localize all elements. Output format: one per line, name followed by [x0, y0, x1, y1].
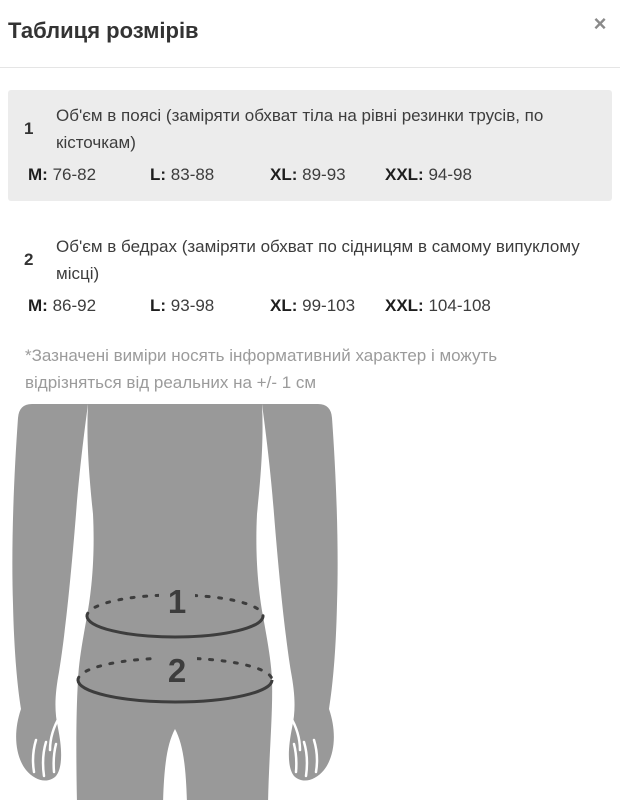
modal-header: [0, 0, 620, 68]
size-cell-xl: [270, 295, 385, 316]
size-label: L:: [150, 296, 167, 315]
size-row-waist: [8, 90, 612, 201]
hips-measure-label: 2: [167, 652, 187, 689]
size-label: XXL:: [385, 296, 424, 315]
measure-number: 2: [24, 250, 34, 269]
size-label: XXL:: [385, 165, 424, 184]
sizes-grid: [18, 295, 596, 316]
size-value: 99-103: [302, 296, 356, 315]
sizes-grid: [18, 164, 596, 185]
size-value: 89-93: [302, 165, 346, 184]
size-row-hips: [8, 225, 612, 324]
measure-description: Об'єм в поясі (заміряти обхват тіла на рівні резинки трусів, по кісточкам): [56, 106, 544, 152]
waist-measure-label: 1: [167, 583, 187, 620]
size-value: 94-98: [428, 165, 472, 184]
size-value: 93-98: [170, 296, 215, 315]
size-cell-xxl: [385, 295, 596, 316]
size-label: L:: [150, 165, 167, 184]
size-cell-xxl: [385, 164, 596, 185]
measure-number: 1: [24, 119, 34, 138]
size-cell-l: [150, 164, 270, 185]
size-label: XL:: [270, 296, 298, 315]
size-value: 83-88: [170, 165, 215, 184]
size-label: M:: [28, 165, 48, 184]
size-label: M:: [28, 296, 48, 315]
measure-description: Об'єм в бедрах (заміряти обхват по сідницям в самому випуклому місці): [56, 237, 580, 283]
size-label: XL:: [270, 165, 298, 184]
body-silhouette-svg: [10, 404, 340, 800]
size-row-hips-head: [18, 233, 596, 287]
size-cell-xl: [270, 164, 385, 185]
size-cell-m: [28, 295, 150, 316]
size-value: 86-92: [52, 296, 97, 315]
size-value: 104-108: [428, 296, 491, 315]
right-arm-shape: [262, 404, 338, 781]
size-row-waist-head: [18, 102, 596, 156]
size-cell-m: [28, 164, 150, 185]
body-measurement-figure: [10, 404, 340, 800]
size-value: 76-82: [52, 165, 97, 184]
modal-title: Таблиця розмірів: [8, 18, 199, 43]
close-icon[interactable]: ×: [593, 11, 607, 36]
measurement-note: *Зазначені виміри носять інформативний характер і можуть відрізняться від реальних на +/- 1 см: [25, 346, 498, 392]
size-cell-l: [150, 295, 270, 316]
